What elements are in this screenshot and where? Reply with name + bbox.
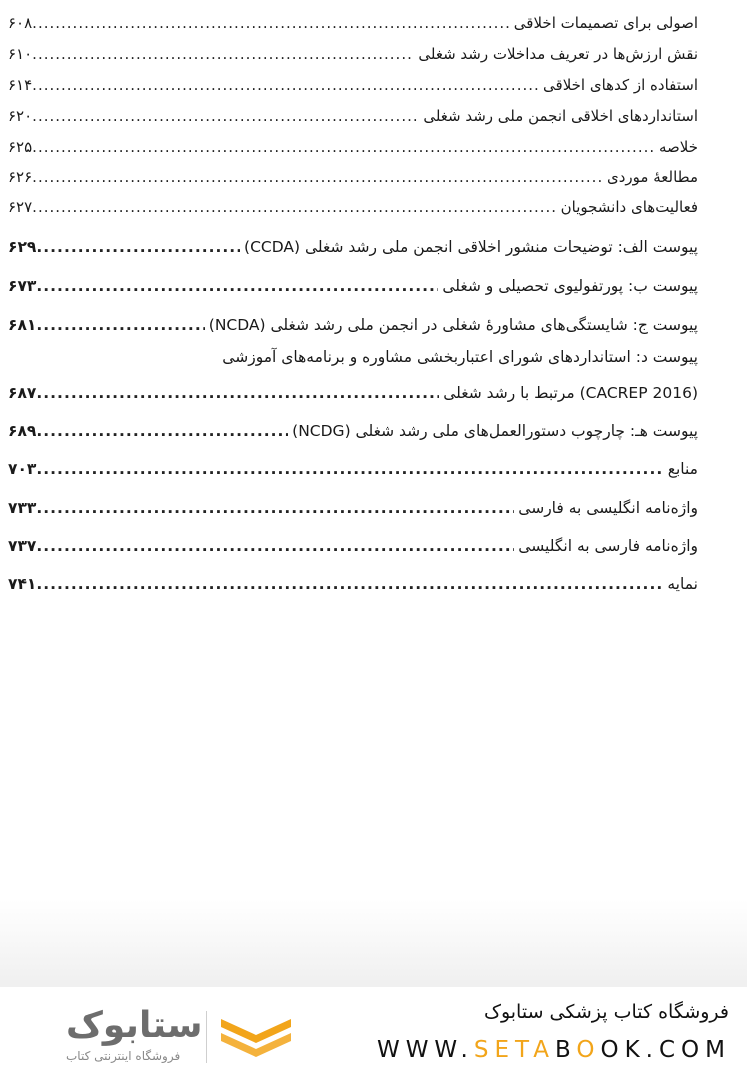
toc-leader-dots	[36, 316, 204, 334]
toc-appendix-entry[interactable]	[8, 410, 698, 440]
toc-entry-page: ۶۸۹	[8, 422, 37, 440]
toc-entry-page: ۷۳۳	[8, 499, 37, 517]
toc-entry-page: ۶۸۷	[8, 384, 37, 402]
toc-leader-dots	[36, 537, 514, 555]
toc-leader-dots	[32, 168, 603, 186]
toc-entry-title: استانداردهای اخلاقی انجمن ملی رشد شغلی	[423, 107, 698, 125]
toc-entry-page: ۷۴۱	[8, 575, 37, 593]
toc-entry[interactable]	[8, 95, 698, 125]
toc-leader-dots	[36, 277, 438, 295]
toc-appendix-entry[interactable]	[8, 563, 698, 593]
store-footer	[0, 987, 747, 1079]
toc-entry-page: ۶۸۱	[8, 316, 37, 334]
url-highlight: O	[576, 1037, 601, 1063]
toc-appendix-entry[interactable]	[8, 448, 698, 478]
toc-leader-dots	[36, 575, 663, 593]
toc-appendix-entry[interactable]	[8, 487, 698, 517]
toc-appendix-entry[interactable]	[8, 372, 698, 402]
url-mid: B	[555, 1037, 577, 1063]
toc-entry-title: منابع	[667, 460, 698, 478]
toc-entry-title: پیوست ج: شایستگی‌های مشاورهٔ شغلی در انجمن ملی رشد شغلی (NCDA)	[208, 316, 698, 334]
toc-leader-dots	[32, 198, 556, 216]
toc-entry-title: (CACREP 2016) مرتبط با رشد شغلی	[443, 384, 698, 402]
toc-entry-title: واژه‌نامه فارسی به انگلیسی	[518, 537, 698, 555]
toc-entry-title: اصولی برای تصمیمات اخلاقی	[513, 14, 698, 32]
toc-entry-title: نمایه	[667, 575, 698, 593]
toc-entry-page: ۷۳۷	[8, 537, 37, 555]
toc-entry[interactable]	[8, 33, 698, 63]
toc-entry-page: ۶۲۵	[8, 138, 33, 156]
toc-entry-page: ۶۲۶	[8, 168, 33, 186]
toc-leader-dots	[36, 422, 288, 440]
toc-entry-title: واژه‌نامه انگلیسی به فارسی	[518, 499, 698, 517]
toc-leader-dots	[32, 14, 510, 32]
toc-leader-dots	[32, 76, 539, 94]
toc-leader-dots	[36, 499, 514, 517]
toc-entry[interactable]	[8, 64, 698, 94]
toc-appendix-entry[interactable]	[8, 304, 698, 334]
toc-entry-title: نقش ارزش‌ها در تعریف مداخلات رشد شغلی	[418, 45, 698, 63]
logo-divider	[206, 1011, 207, 1063]
toc-entry-page: ۶۱۰	[8, 45, 33, 63]
toc-entry-page: ۶۲۹	[8, 238, 37, 256]
toc-entry-page: ۶۲۷	[8, 198, 33, 216]
toc-leader-dots	[32, 45, 414, 63]
toc-entry-page: ۶۷۳	[8, 277, 37, 295]
toc-appendix-entry[interactable]	[8, 525, 698, 555]
toc-entry[interactable]	[8, 2, 698, 32]
toc-leader-dots	[36, 238, 240, 256]
toc-entry-page: ۶۰۸	[8, 14, 33, 32]
toc-appendix-entry[interactable]	[8, 226, 698, 256]
toc-leader-dots	[32, 138, 655, 156]
toc-entry-title: مطالعهٔ موردی	[607, 168, 698, 186]
book-stack-icon	[216, 1009, 296, 1065]
toc-appendix-d-heading: پیوست د: استانداردهای شورای اعتباربخشی مشاوره و برنامه‌های آموزشی	[222, 348, 698, 366]
toc-entry-title: پیوست هـ: چارچوب دستورالعمل‌های ملی رشد شغلی (NCDG)	[292, 422, 698, 440]
logo-subtitle: فروشگاه اینترنتی کتاب	[66, 1049, 181, 1063]
toc-leader-dots	[36, 384, 439, 402]
footer-shadow	[0, 900, 747, 995]
toc-entry-title: پیوست الف: توضیحات منشور اخلاقی انجمن ملی رشد شغلی (CCDA)	[244, 238, 698, 256]
logo-wordmark: ستابوک	[66, 1005, 203, 1046]
toc-entry-title: فعالیت‌های دانشجویان	[560, 198, 698, 216]
toc-entry[interactable]	[8, 186, 698, 216]
toc-entry-title: خلاصه	[658, 138, 698, 156]
toc-entry[interactable]	[8, 156, 698, 186]
toc-entry[interactable]	[8, 126, 698, 156]
toc-leader-dots	[32, 107, 419, 125]
store-logo[interactable]	[36, 1005, 296, 1071]
toc-entry-title: استفاده از کدهای اخلاقی	[543, 76, 698, 94]
toc-entry-title: پیوست ب: پورتفولیوی تحصیلی و شغلی	[442, 277, 698, 295]
toc-leader-dots	[36, 460, 663, 478]
url-prefix: WWW.	[376, 1037, 474, 1063]
url-suffix: OK.COM	[600, 1037, 731, 1063]
toc-entry-page: ۶۲۰	[8, 107, 33, 125]
toc-entry-page: ۷۰۳	[8, 460, 37, 478]
toc-appendix-entry[interactable]	[8, 265, 698, 295]
store-url[interactable]	[377, 1037, 731, 1063]
url-highlight: SETA	[473, 1037, 555, 1063]
toc-entry-page: ۶۱۴	[8, 76, 33, 94]
store-name: فروشگاه کتاب پزشکی ستابوک	[483, 1001, 729, 1023]
